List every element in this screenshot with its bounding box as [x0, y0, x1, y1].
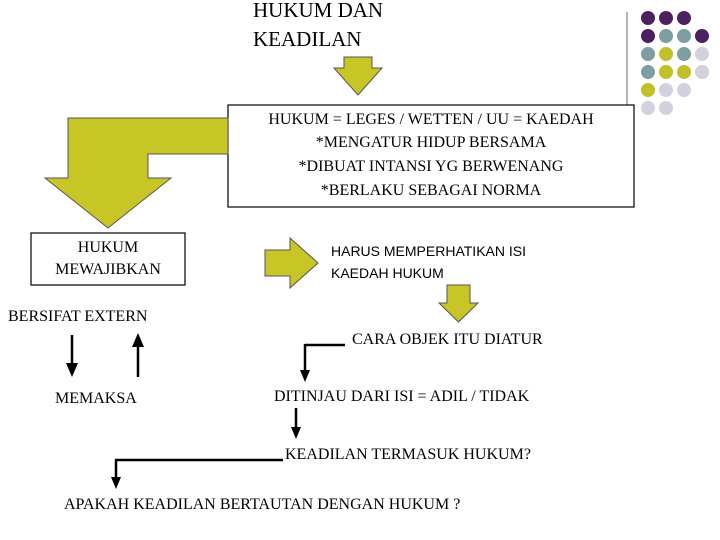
cara-objek-label: CARA OBJEK ITU DIATUR [352, 331, 543, 348]
connector-ditinjau-head [291, 427, 301, 439]
bersifat-extern-label: BERSIFAT EXTERN [8, 308, 148, 325]
right-block-arrow [265, 238, 318, 288]
definition-line-1: HUKUM = LEGES / WETTEN / UU = KAEDAH [268, 111, 594, 128]
right-note-line-1: HARUS MEMPERHATIKAN ISI [331, 243, 526, 259]
apakah-question: APAKAH KEADILAN BERTAUTAN DENGAN HUKUM ? [64, 496, 461, 513]
arrow-down-head [66, 363, 78, 377]
right-note-line-2: KAEDAH HUKUM [331, 265, 444, 281]
keadilan-question: KEADILAN TERMASUK HUKUM? [285, 446, 531, 463]
memaksa-label: MEMAKSA [55, 390, 137, 407]
connector-cara-head [300, 370, 310, 382]
definition-line-2: *MENGATUR HIDUP BERSAMA [315, 134, 547, 151]
down-block-arrow-title [334, 57, 382, 95]
bent-block-arrow [45, 118, 228, 228]
arrow-up-head [132, 333, 144, 347]
definition-line-3: *DIBUAT INTANSI YG BERWENANG [298, 158, 564, 175]
title-line-1: HUKUM DAN [253, 0, 384, 22]
down-block-arrow-small [439, 285, 478, 322]
title-line-2: KEADILAN [253, 27, 362, 51]
left-box-line-1: HUKUM [77, 239, 139, 256]
definition-line-4: *BERLAKU SEBAGAI NORMA [320, 182, 542, 199]
left-box-line-2: MEWAJIBKAN [55, 261, 161, 278]
connector-keadilan-head [111, 477, 121, 489]
ditinjau-label: DITINJAU DARI ISI = ADIL / TIDAK [274, 388, 530, 405]
